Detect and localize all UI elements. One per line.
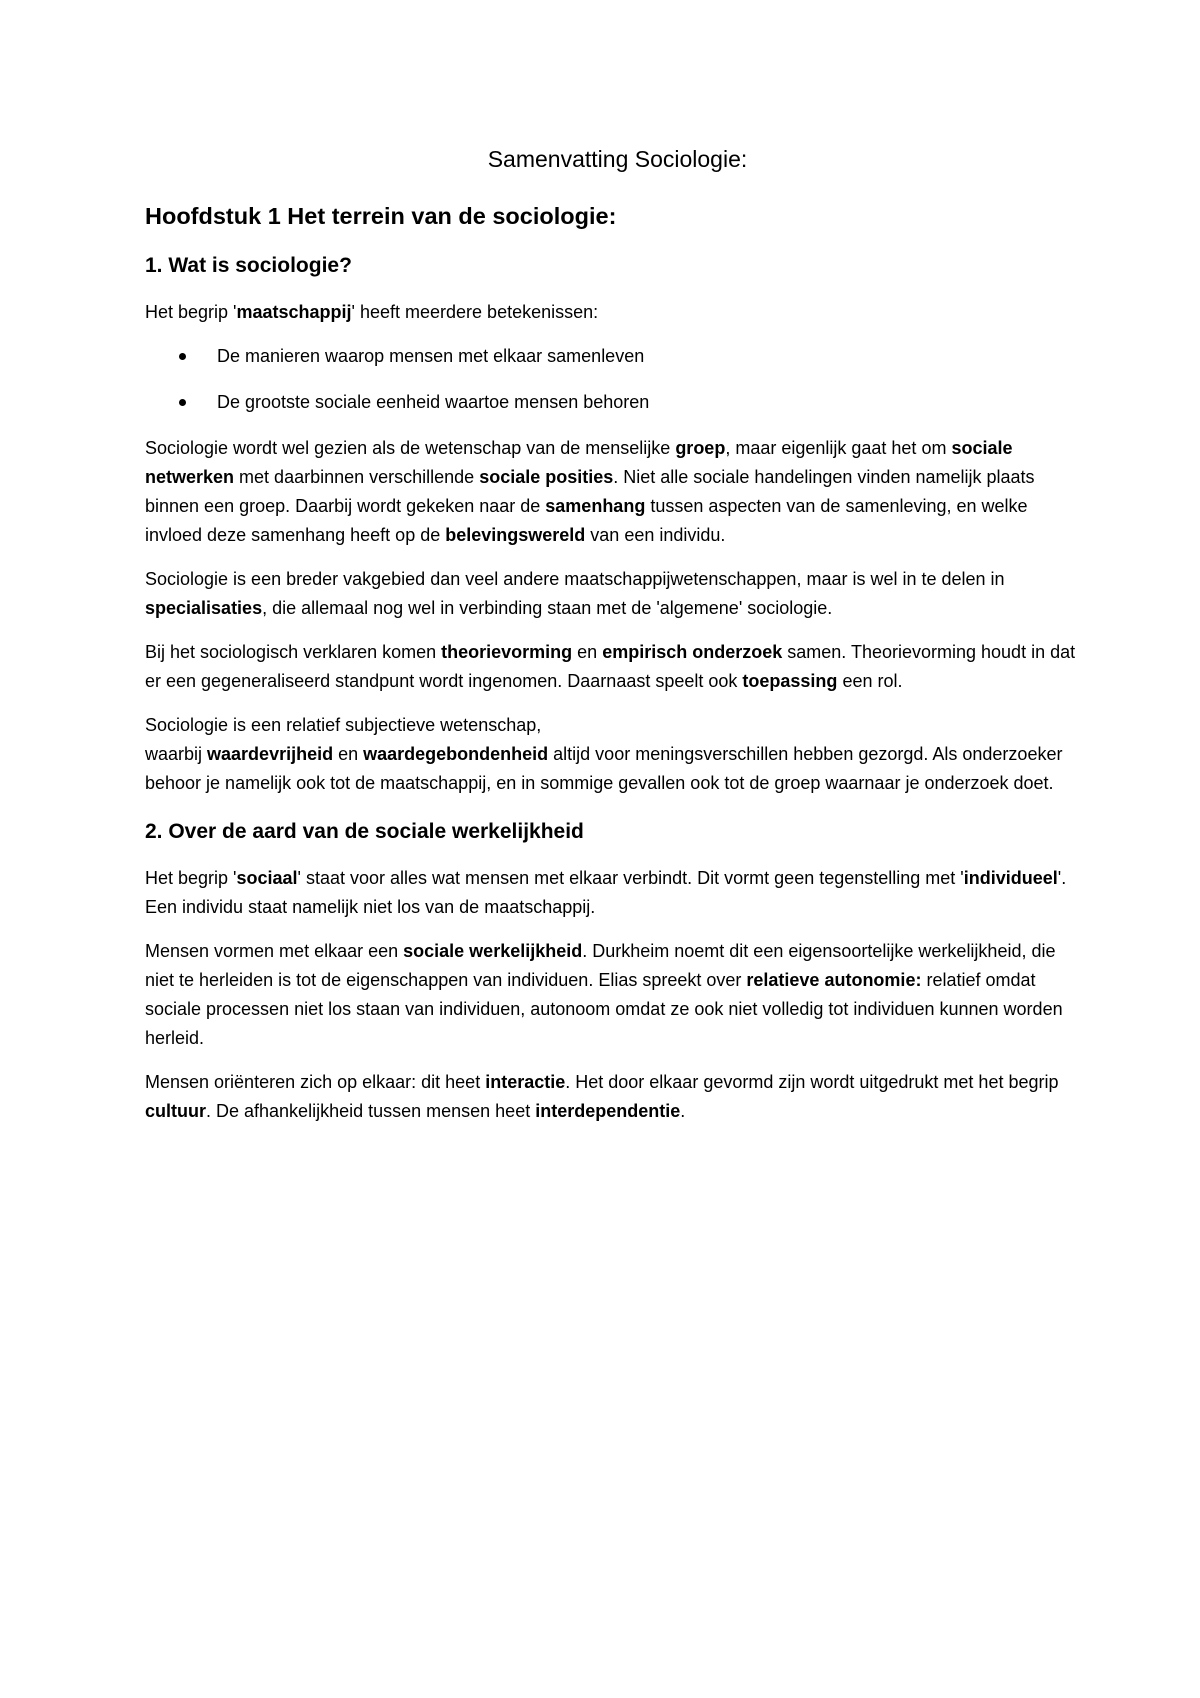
section-heading-1: 1. Wat is sociologie? [145,254,352,277]
paragraph-waardevrijheid: Sociologie is een relatief subjectieve wetenschap, waarbij waardevrijheid en waardegebondenheid altijd voor meningsverschillen hebben gezorgd. Als onderzoeker behoor je namelijk ook tot de maatschappij, en in sommige gevallen ook tot de groep waarnaar je onderzoek doet. [145,715,1063,793]
document-title: Samenvatting Sociologie: [487,146,748,172]
list-item: De grootste sociale eenheid waartoe mensen behoren [145,388,1080,417]
list-item: De manieren waarop mensen met elkaar samenleven [145,342,1080,371]
paragraph-sociaal: Het begrip 'sociaal' staat voor alles wat mensen met elkaar verbindt. Dit vormt geen tegenstelling met 'individueel'. Een individu staat namelijk niet los van de maatschappij. [145,868,1067,917]
paragraph-sociale-werkelijkheid: Mensen vormen met elkaar een sociale werkelijkheid. Durkheim noemt dit een eigensoortelijke werkelijkheid, die niet te herleiden is tot de eigenschappen van individuen. Elias spreekt over relatieve autonomie: relatief omdat sociale processen niet los staan van individuen, autonoom omdat ze ook niet volledig tot individuen kunnen worden herleid. [145,941,1063,1048]
paragraph-interactie: Mensen oriënteren zich op elkaar: dit heet interactie. Het door elkaar gevormd zijn wordt uitgedrukt met het begrip cultuur. De afhankelijkheid tussen mensen heet interdependentie. [145,1072,1059,1121]
bullet-icon [179,399,186,406]
bullet-list [145,342,1080,417]
chapter-heading: Hoofdstuk 1 Het terrein van de sociologie: [145,203,617,229]
section-heading-2: 2. Over de aard van de sociale werkelijkheid [145,820,584,843]
paragraph-groep: Sociologie wordt wel gezien als de wetenschap van de menselijke groep, maar eigenlijk gaat het om sociale netwerken met daarbinnen verschillende sociale posities. Niet alle sociale handelingen vinden namelijk plaats binnen een groep. Daarbij wordt gekeken naar de samenhang tussen aspecten van de samenleving, en welke invloed deze samenhang heeft op de belevingswereld van een individu. [145,438,1035,545]
bullet-icon [179,353,186,360]
paragraph-intro-maatschappij: Het begrip 'maatschappij' heeft meerdere betekenissen: [145,302,599,322]
paragraph-specialisaties: Sociologie is een breder vakgebied dan veel andere maatschappijwetenschappen, maar is wel in te delen in specialisaties, die allemaal nog wel in verbinding staan met de 'algemene' sociologie. [145,569,1005,618]
paragraph-theorievorming: Bij het sociologisch verklaren komen theorievorming en empirisch onderzoek samen. Theorievorming houdt in dat er een gegeneraliseerd standpunt wordt ingenomen. Daarnaast speelt ook toepassing een rol. [145,642,1076,691]
